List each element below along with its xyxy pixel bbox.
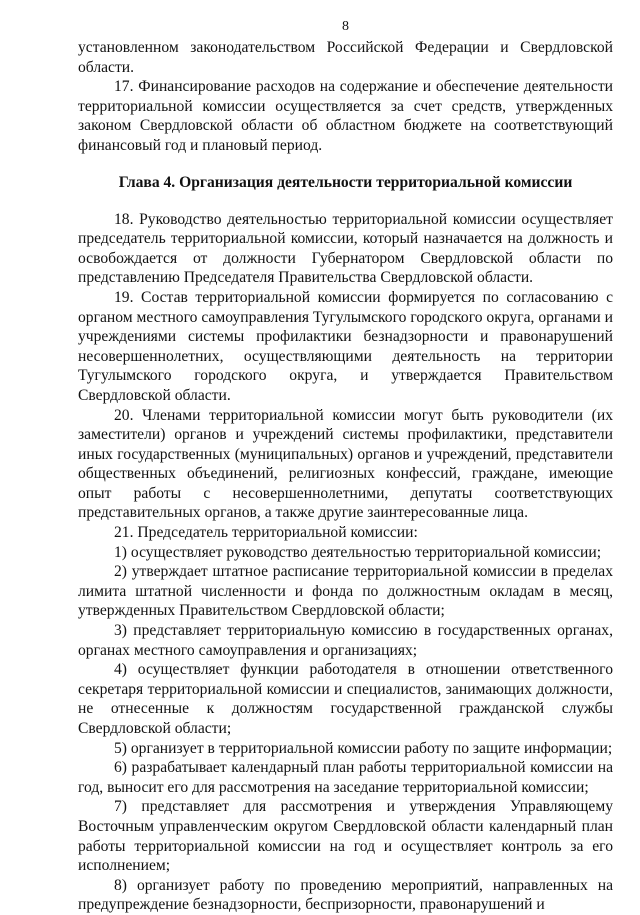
list-item-2: 2) утверждает штатное расписание территориальной комиссии в пределах лимита штатной численности и фонда по должностным окладам в месяц, утвержденных Правительством Свердловской области; (78, 563, 613, 620)
paragraph-17: 17. Финансирование расходов на содержание и обеспечение деятельности территориальной комиссии осуществляется за счет средств, утвержденных законом Свердловской области об областном бюджете на соответствующий финансовый год и плановый период. (78, 78, 613, 154)
list-item-5: 5) организует в территориальной комиссии работу по защите информации; (114, 739, 613, 757)
paragraph-18: 18. Руководство деятельностью территориальной комиссии осуществляет председатель территориальной комиссии, который назначается на должность и освобождается от должности Губернатором Свердловской области по представлению Председателя Правительства Свердловской области. (78, 210, 613, 287)
list-item-7: 7) представляет для рассмотрения и утверждения Управляющему Восточным управленческим округом Свердловской области календарный план работы территориальной комиссии на год и осуществляет контроль за его исполнением; (78, 798, 613, 875)
page-number: 8 (342, 19, 349, 34)
list-item-8: 8) организует работу по проведению мероприятий, направленных на предупреждение безнадзорности, беспризорности, правонарушений и (78, 876, 613, 914)
list-item-3: 3) представляет территориальную комиссию в государственных органах, органах местного самоуправления и организациях; (78, 622, 613, 659)
paragraph-21-heading: 21. Председатель территориальной комиссии: (114, 524, 418, 542)
paragraph-continuation: установленном законодательством Российской Федерации и Свердловской области. (78, 39, 613, 76)
list-item-4: 4) осуществляет функции работодателя в отношении ответственного секретаря территориальной комиссии и специалистов, занимающих должности, не отнесенные к должностям государственной гражданской службы Свердловской области; (78, 661, 613, 737)
document-page (78, 18, 613, 915)
list-item-1: 1) осуществляет руководство деятельностью территориальной комиссии; (114, 543, 602, 561)
paragraph-19: 19. Состав территориальной комиссии формируется по согласованию с органом местного самоуправления Тугулымского городского округа, органами и учреждениями системы профилактики безнадзорности и правонарушений несовершеннолетних, осуществляющими деятельность на территории Тугулымского городского округа, и утверждается Правительством Свердловской области. (78, 288, 613, 404)
chapter-title: Глава 4. Организация деятельности территориальной комиссии (118, 173, 573, 191)
paragraph-20: 20. Членами территориальной комиссии могут быть руководители (их заместители) органов и учреждений системы профилактики, представители иных государственных (муниципальных) органов и учреждений, представители общественных объединений, религиозных конфессий, граждане, имеющие опыт работы с несовершеннолетними, депутаты соответствующих представительных органов, а также другие заинтересованные лица. (78, 406, 613, 522)
list-item-6: 6) разрабатывает календарный план работы территориальной комиссии на год, выносит его для рассмотрения на заседание территориальной комиссии; (78, 759, 613, 796)
